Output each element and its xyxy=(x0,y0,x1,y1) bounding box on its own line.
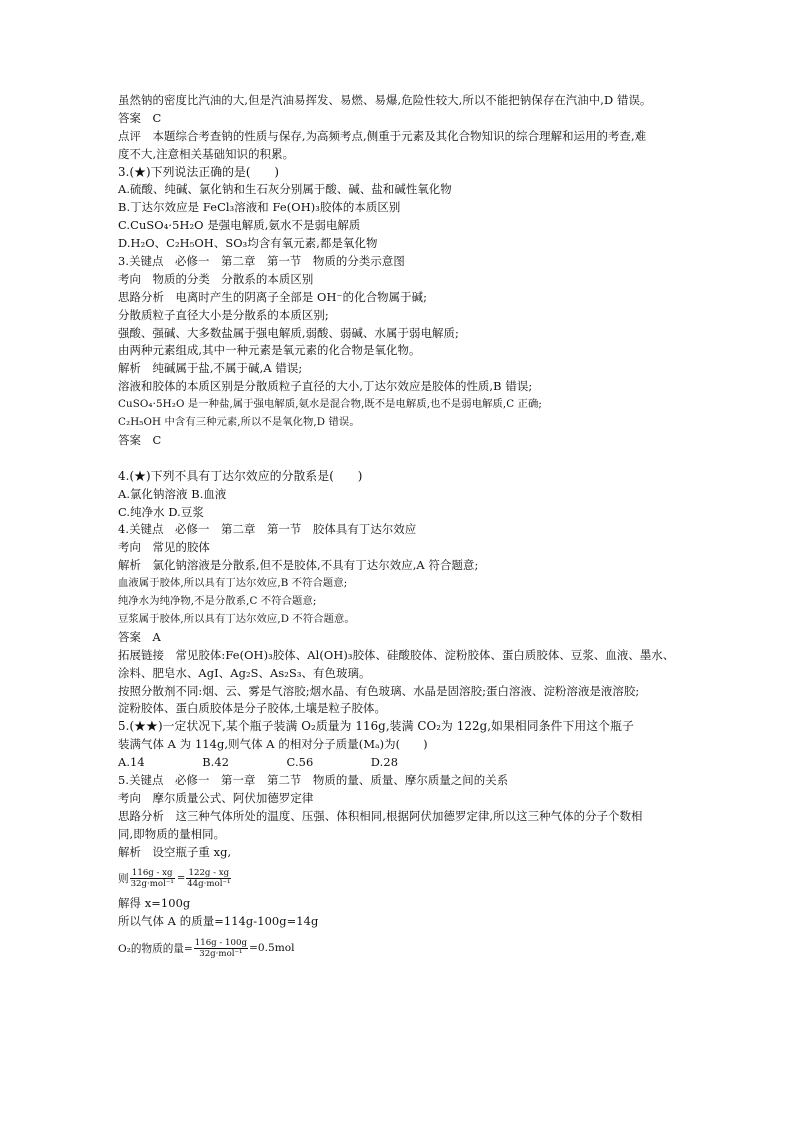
fraction-numerator: 122g - xg xyxy=(186,868,231,879)
document-page xyxy=(118,92,698,965)
text-line: 豆浆属于胶体,所以具有丁达尔效应,D 不符合题意。 xyxy=(118,612,355,625)
text-line: 5.关键点 必修一 第一章 第二节 物质的量、质量、摩尔质量之间的关系 xyxy=(118,772,509,787)
text-line: 溶液和胶体的本质区别是分散质粒子直径的大小,丁达尔效应是胶体的性质,B 错误; xyxy=(118,379,533,394)
text-line: 考向 常见的胶体 xyxy=(118,540,210,555)
formula-suffix: =0.5mol xyxy=(248,942,295,955)
text-line: 考向 摩尔质量公式、阿伏加德罗定律 xyxy=(118,790,314,805)
text-line: 解析 氯化钠溶液是分散系,但不是胶体,不具有丁达尔效应,A 符合题意; xyxy=(118,558,479,573)
fraction-denominator: 32g·mol⁻¹ xyxy=(199,948,243,959)
text-line: 按照分散剂不同:烟、云、雾是气溶胶;烟水晶、有色玻璃、水晶是固溶胶;蛋白溶液、淀粉溶液是液溶胶; xyxy=(118,683,640,698)
text-line: 血液属于胶体,所以具有丁达尔效应,B 不符合题意; xyxy=(118,577,348,590)
text-line: 装满气体 A 为 114g,则气体 A 的相对分子质量(Mₐ)为( ) xyxy=(118,737,428,752)
text-line: 答案 C xyxy=(118,110,162,125)
text-line: B.丁达尔效应是 FeCl₃溶液和 Fe(OH)₃胶体的本质区别 xyxy=(118,200,401,215)
text-line: C.CuSO₄·5H₂O 是强电解质,氨水不是弱电解质 xyxy=(118,218,361,233)
text-line: 分散质粒子直径大小是分散系的本质区别; xyxy=(118,307,329,322)
fraction-denominator: 32g·mol⁻¹ xyxy=(130,878,174,889)
text-line: 3.关键点 必修一 第二章 第一节 物质的分类示意图 xyxy=(118,254,405,269)
text-line: 所以气体 A 的质量=114g-100g=14g xyxy=(118,914,319,929)
text-line: 由两种元素组成,其中一种元素是氧元素的化合物是氧化物。 xyxy=(118,343,421,358)
text-line: 解析 设空瓶子重 xg, xyxy=(118,844,232,859)
text-line: 拓展链接 常见胶体:Fe(OH)₃胶体、Al(OH)₃胶体、硅酸胶体、淀粉胶体、蛋白质胶体、豆浆、血液、墨水、 xyxy=(118,647,675,662)
text-line: 3.(★)下列说法正确的是( ) xyxy=(118,164,280,179)
text-after-formula xyxy=(118,895,698,931)
text-line: A.14 B.42 C.56 D.28 xyxy=(118,755,399,770)
text-line: 5.(★★)一定状况下,某个瓶子装满 O₂质量为 116g,装满 CO₂为 122g,如果相同条件下用这个瓶子 xyxy=(118,719,634,734)
text-line: 纯净水为纯净物,不是分散系,C 不符合题意; xyxy=(118,595,317,608)
text-line: 解得 x=100g xyxy=(118,896,191,911)
text-line xyxy=(118,450,698,468)
text-line: 涂料、肥皂水、AgI、Ag₂S、As₂S₃、有色玻璃。 xyxy=(118,665,371,680)
text-line: 思路分析 电离时产生的阴离子全部是 OH⁻的化合物属于碱; xyxy=(118,289,428,304)
text-line: 度不大,注意相关基础知识的积累。 xyxy=(118,146,295,161)
equals-sign: = xyxy=(176,872,186,884)
text-line: C.纯净水 D.豆浆 xyxy=(118,504,204,519)
text-line: A.硫酸、纯碱、氯化钠和生石灰分别属于酸、碱、盐和碱性氧化物 xyxy=(118,182,452,197)
fraction-numerator: 116g - 100g xyxy=(194,937,247,948)
formula-line-1 xyxy=(118,861,698,895)
fraction xyxy=(194,938,248,959)
text-line: 解析 纯碱属于盐,不属于碱,A 错误; xyxy=(118,361,303,376)
fraction-denominator: 44g·mol⁻¹ xyxy=(187,878,231,889)
text-line: 思路分析 这三种气体所处的温度、压强、体积相同,根据阿伏加德罗定律,所以这三种气体的分子个数相 xyxy=(118,808,643,823)
text-line: 答案 C xyxy=(118,432,162,447)
text-line: 强酸、强碱、大多数盐属于强电解质,弱酸、弱碱、水属于弱电解质; xyxy=(118,325,459,340)
fraction-left xyxy=(130,868,175,889)
text-line: 答案 A xyxy=(118,629,161,644)
text-line: D.H₂O、C₂H₅OH、SO₃均含有氧元素,都是氧化物 xyxy=(118,236,378,251)
fraction-right xyxy=(186,868,231,889)
text-line: C₂H₅OH 中含有三种元素,所以不是氧化物,D 错误。 xyxy=(118,416,360,429)
text-line: 4.关键点 必修一 第二章 第一节 胶体具有丁达尔效应 xyxy=(118,522,417,537)
text-line: A.氯化钠溶液 B.血液 xyxy=(118,486,227,501)
text-line: 淀粉胶体、蛋白质胶体是分子胶体,土壤是粒子胶体。 xyxy=(118,701,387,716)
formula-prefix: 则 xyxy=(118,872,129,885)
formula-line-2 xyxy=(118,931,698,965)
text-line: 考向 物质的分类 分散系的本质区别 xyxy=(118,271,314,286)
fraction-numerator: 116g - xg xyxy=(130,868,175,879)
text-line: CuSO₄·5H₂O 是一种盐,属于强电解质,氨水是混合物,既不是电解质,也不是弱电解质,C 正确; xyxy=(118,398,542,411)
text-line: 同,即物质的量相同。 xyxy=(118,826,226,841)
text-body xyxy=(118,92,698,861)
formula-prefix: O₂的物质的量= xyxy=(118,942,193,955)
text-line: 虽然钠的密度比汽油的大,但是汽油易挥发、易燃、易爆,危险性较大,所以不能把钠保存在汽油中,D 错误。 xyxy=(118,93,652,107)
text-line: 点评 本题综合考查钠的性质与保存,为高频考点,侧重于元素及其化合物知识的综合理解和运用的考查,难 xyxy=(118,128,647,143)
text-line: 4.(★)下列不具有丁达尔效应的分散系是( ) xyxy=(118,468,363,483)
